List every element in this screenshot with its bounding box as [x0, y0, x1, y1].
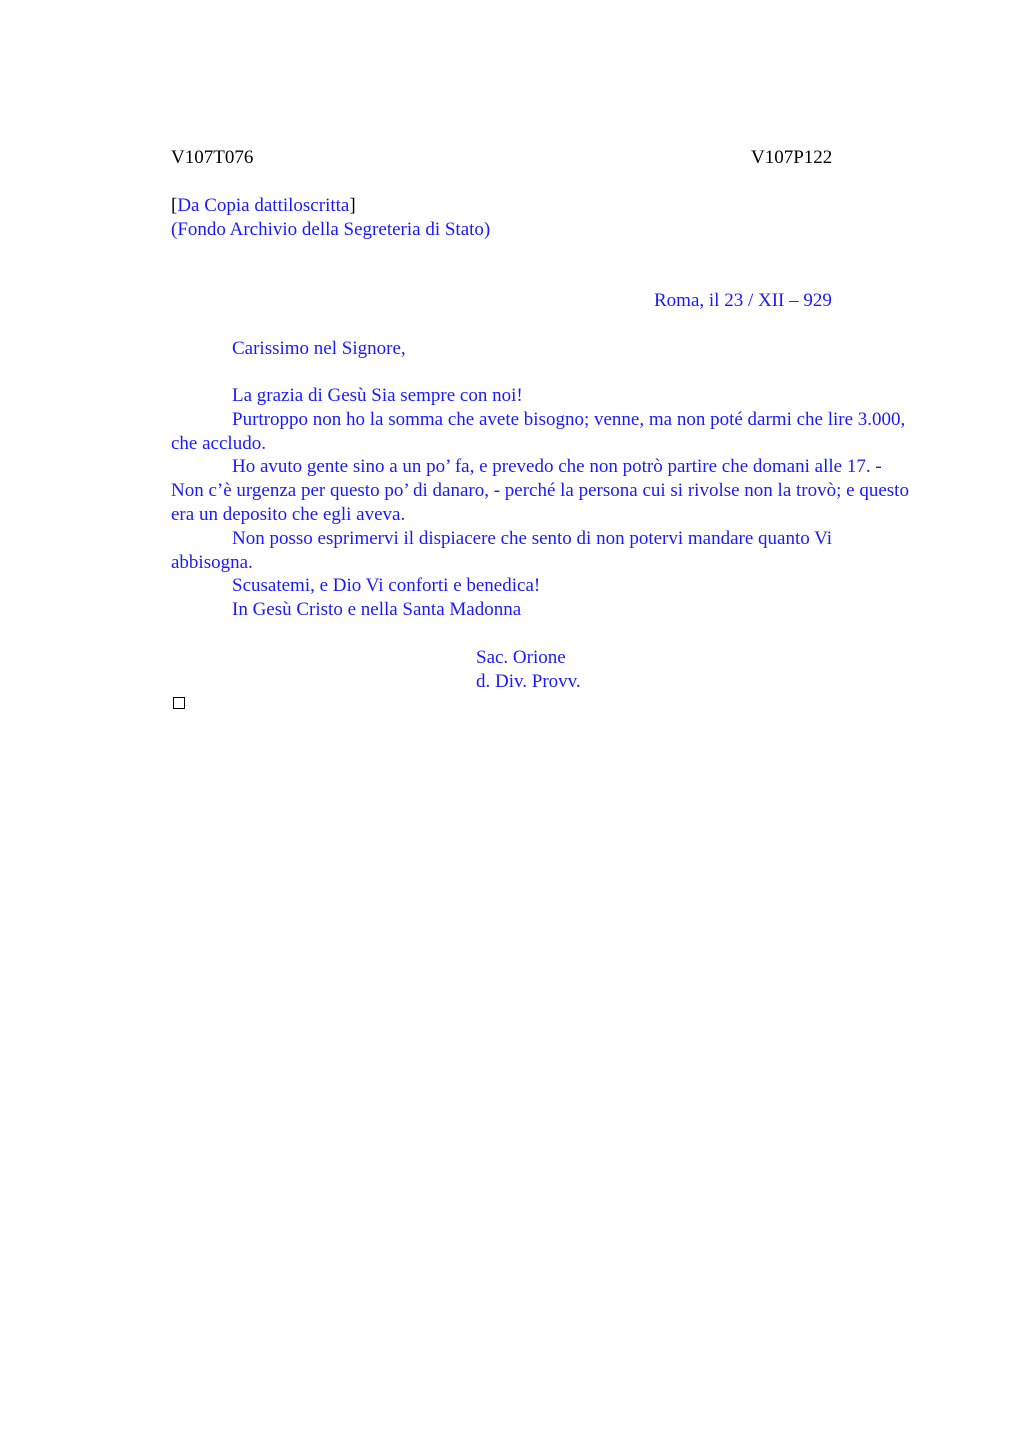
- letter-paragraph: In Gesù Cristo e nella Santa Madonna: [232, 599, 522, 621]
- end-marker-box-icon: [173, 697, 185, 709]
- letter-paragraph: Purtroppo non ho la somma che avete bisogno; venne, ma non poté darmi che lire 3.000, che accludo.: [171, 408, 906, 454]
- letter-date: Roma, il 23 / XII – 929: [654, 290, 832, 311]
- letter-body: [171, 384, 909, 622]
- document-reference-left: V107T076: [171, 147, 254, 168]
- source-label: Da Copia dattiloscritta: [177, 195, 350, 216]
- letter-paragraph: La grazia di Gesù Sia sempre con noi!: [232, 385, 523, 406]
- archive-note: (Fondo Archivio della Segreteria di Stato): [171, 219, 491, 240]
- letter-paragraph: Non posso esprimervi il dispiacere che sento di non potervi mandare quanto Vi abbisogna.: [171, 527, 833, 573]
- document-reference-right: V107P122: [751, 147, 833, 168]
- source-bracket-open: [: [171, 195, 178, 216]
- signature-name: Sac. Orione: [476, 647, 566, 668]
- signature-title: d. Div. Provv.: [476, 671, 581, 692]
- source-bracket-close: ]: [349, 195, 356, 216]
- letter-paragraph: Scusatemi, e Dio Vi conforti e benedica!: [232, 575, 541, 597]
- letter-greeting: Carissimo nel Signore,: [232, 338, 406, 359]
- source-note: [171, 194, 356, 218]
- letter-paragraph: Ho avuto gente sino a un po’ fa, e prevedo che non potrò partire che domani alle 17. - Non c’è urgenza per questo po’ di danaro, - perché la persona cui si rivolse non la trovò; e questo era un deposito che egli aveva.: [171, 456, 909, 525]
